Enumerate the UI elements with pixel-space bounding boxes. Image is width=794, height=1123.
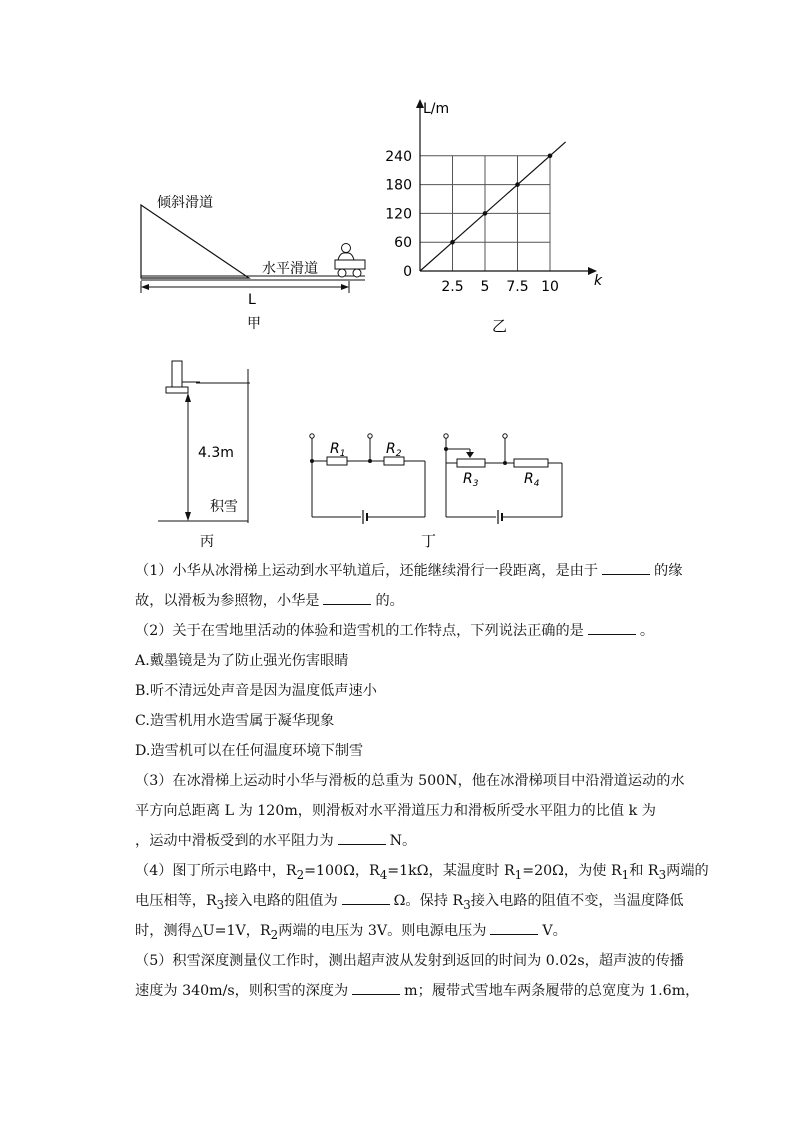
- figure-bing: [150, 355, 260, 555]
- circuit-right: [444, 434, 562, 524]
- q1-text-c: 故，以滑板为参照物，小华是: [135, 593, 320, 609]
- q2-text: （2）关于在雪地里活动的体验和造雪机的工作特点，下列说法正确的是: [135, 623, 584, 639]
- circuit-left: [310, 434, 425, 524]
- data-point: [548, 154, 553, 159]
- rheostat-slider-arrow: [466, 452, 474, 458]
- y-tick-label: 180: [385, 177, 412, 194]
- q2-option-a: A.戴墨镜是为了防止强光伤害眼睛: [135, 653, 349, 669]
- q5-line1: （5）积雪深度测量仪工作时，测出超声波从发射到返回的时间为 0.02s，超声波的传播: [135, 953, 684, 969]
- q1-text-d: 的。: [375, 593, 404, 609]
- flat-label: 水平滑道: [262, 261, 318, 277]
- q4-line1: （4）图丁所示电路中，$R_2=100\Omega$，$R_4=1k\Omega$，某温度时 $R_1=20\Omega$，为使 $R_1$和 $R_3$两端的: [135, 863, 709, 882]
- figure-yi: [385, 95, 615, 340]
- label-r2: $R_2$: [386, 441, 402, 459]
- data-point: [483, 211, 488, 216]
- height-arrow-bottom-head: [185, 512, 191, 521]
- q2-stem: [135, 616, 675, 646]
- q4-blank-2[interactable]: [490, 919, 538, 935]
- snow-label: 积雪: [210, 499, 238, 515]
- q3-line1: （3）在冰滑梯上运动时小华与滑板的总重为 500N，他在冰滑梯项目中沿滑道运动的水: [135, 773, 685, 789]
- q2-option-d: D.造雪机可以在任何温度环境下制雪: [135, 743, 364, 759]
- q3-text-a: ，运动中滑板受到的水平阻力为: [135, 833, 334, 849]
- q5-line2: 速度为 340m/s，则积雪的深度为 m；履带式雪地车两条履带的总宽度为 1.6m，: [135, 976, 675, 1006]
- x-tick-label: 5: [480, 279, 490, 295]
- q2-option-b: B.听不清远处声音是因为温度低声速小: [135, 683, 377, 699]
- series-line: [420, 142, 566, 271]
- slope-ramp: [141, 205, 249, 278]
- q2-end: 。: [639, 623, 655, 639]
- sled-with-rider: [335, 244, 365, 278]
- q3-blank[interactable]: [338, 829, 386, 845]
- caption-jia: 甲: [247, 316, 261, 332]
- q1-line1: [135, 556, 683, 586]
- x-axis-label: k: [594, 273, 603, 289]
- label-r4: $R_4$: [524, 471, 540, 489]
- question-block: [135, 556, 709, 1006]
- y-tick-label: 240: [385, 148, 412, 165]
- resistor-r4: [514, 459, 548, 467]
- y-tick-label: 0: [403, 264, 412, 280]
- length-label: L: [248, 292, 256, 308]
- height-label: 4.3m: [198, 445, 234, 461]
- q3-line3: [135, 826, 675, 856]
- y-axis-label: L/m: [423, 101, 450, 117]
- x-tick-label: 2.5: [441, 279, 464, 295]
- caption-bing: 丙: [200, 534, 214, 550]
- q1-text-b: 的缘: [654, 563, 683, 579]
- data-point: [450, 240, 455, 245]
- y-tick-label: 120: [385, 206, 412, 223]
- x-tick-label: 10: [541, 279, 559, 295]
- x-tick-label: 7.5: [506, 279, 529, 295]
- q1-line2: [135, 586, 675, 616]
- slope-label: 倾斜滑道: [157, 195, 213, 211]
- q3-text-b: N。: [389, 833, 417, 849]
- q1-blank-2[interactable]: [323, 589, 371, 605]
- q1-text-a: （1）小华从冰滑梯上运动到水平轨道后，还能继续滑行一段距离，是由于: [135, 563, 599, 579]
- chart-axes: [416, 99, 597, 275]
- q5-blank[interactable]: [352, 979, 400, 995]
- q3-line2: 平方向总距离 L 为 120m，则滑板对水平滑道压力和滑板所受水平阻力的比值 k 为: [135, 803, 656, 819]
- q4-line3: 时，测得△U=1V，$R_2$两端的电压为 3V。则电源电压为 V。: [135, 916, 675, 946]
- y-tick-label: 60: [394, 235, 412, 252]
- q4-line2: 电压相等，$R_3$接入电路的阻值为 Ω。保持 $R_3$接入电路的阻值不变，当温度降低: [135, 886, 675, 916]
- data-point: [515, 182, 520, 187]
- caption-ding: 丁: [421, 532, 437, 550]
- figure-ding: [300, 425, 590, 555]
- rheostat-r3: [457, 459, 485, 467]
- length-arrow-left-head: [141, 284, 149, 290]
- ultrasonic-device: [166, 361, 200, 393]
- caption-yi: 乙: [492, 317, 508, 335]
- q1-blank-1[interactable]: [602, 559, 650, 575]
- q4-blank-1[interactable]: [342, 889, 390, 905]
- chart-marks: [420, 142, 566, 271]
- figure-jia: [130, 185, 380, 335]
- length-arrow-right-head: [341, 284, 349, 290]
- q2-option-c: C.造雪机用水造雪属于凝华现象: [135, 713, 335, 729]
- height-arrow-top-head: [185, 393, 191, 402]
- label-r3: $R_3$: [463, 471, 479, 489]
- label-r1: $R_1$: [330, 441, 346, 459]
- q2-blank[interactable]: [588, 619, 636, 635]
